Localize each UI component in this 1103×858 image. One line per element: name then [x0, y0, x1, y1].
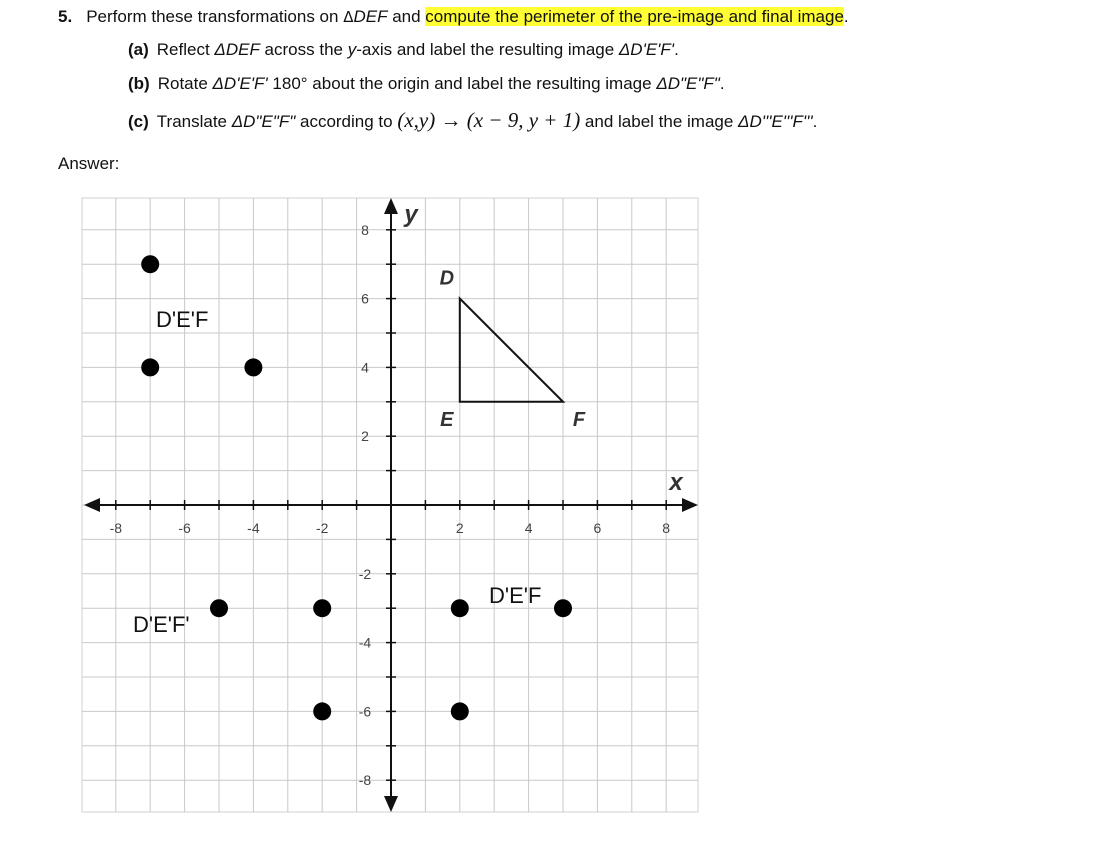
x-tick-label: 8 — [662, 520, 671, 536]
part-a-label: (a) — [128, 40, 149, 59]
vertex-label-f: F — [572, 408, 586, 431]
handwritten-label: D'E'F — [489, 583, 542, 608]
part-c-arrow: → — [435, 108, 467, 132]
problem-number: 5. — [58, 7, 73, 26]
part-b-triangle: ΔD'E'F' — [212, 74, 268, 93]
problem-period: . — [843, 7, 849, 26]
part-c-end: . — [812, 112, 818, 131]
x-axis-label: x — [669, 469, 683, 496]
x-tick-label: 6 — [593, 520, 602, 536]
part-c-triangle: ΔD"E"F" — [231, 112, 296, 131]
part-a-result: ΔD'E'F' — [618, 40, 675, 59]
part-a-text2: across the — [259, 40, 348, 59]
part-c-label: (c) — [128, 112, 149, 131]
triangle-symbol: Δ — [343, 8, 354, 26]
y-tick-label: 4 — [361, 359, 369, 376]
triangle-name: DEF — [353, 7, 388, 26]
part-a-text3: -axis and label the resulting image — [356, 40, 619, 59]
part-c-rule-input: (x,y) — [397, 108, 436, 132]
part-b-text: Rotate — [157, 74, 213, 93]
part-c-rule-output: (x − 9, y + 1) — [466, 108, 581, 132]
plotted-point — [141, 255, 159, 273]
part-a-text: Reflect — [156, 40, 215, 59]
handwritten-label: D'E'F' — [133, 612, 190, 637]
part-c-text2: according to — [295, 112, 398, 131]
x-tick-label: -6 — [178, 520, 191, 536]
problem-intro: Perform these transformations on — [86, 7, 344, 26]
part-c-result: ΔD'''E'''F''' — [738, 112, 813, 131]
plotted-point — [210, 599, 228, 617]
y-tick-label: 6 — [361, 290, 369, 307]
answer-label: Answer: — [58, 154, 120, 173]
plotted-point — [313, 599, 331, 617]
x-tick-label: -4 — [247, 520, 260, 536]
vertex-label-d: D — [439, 267, 455, 290]
y-tick-label: 2 — [361, 428, 369, 445]
vertex-label-e: E — [440, 408, 454, 431]
plotted-point — [244, 358, 262, 376]
plotted-point — [313, 702, 331, 720]
y-tick-label: -6 — [358, 703, 372, 720]
plotted-point — [451, 702, 469, 720]
part-b-text2: 180° about the origin and label the resulting image — [267, 74, 657, 93]
part-a-end: . — [674, 40, 679, 59]
y-tick-label: 8 — [361, 221, 369, 238]
plotted-point — [141, 358, 159, 376]
problem-and: and — [387, 7, 426, 26]
handwritten-label: D'E'F — [156, 307, 209, 332]
y-tick-label: -4 — [358, 634, 372, 651]
y-axis-label: y — [404, 201, 418, 228]
part-a-variable: y — [347, 40, 357, 59]
plotted-point — [451, 599, 469, 617]
x-tick-label: -8 — [109, 520, 123, 536]
part-c-text: Translate — [156, 112, 232, 131]
part-a-triangle: ΔDEF — [214, 40, 260, 59]
y-tick-label: -2 — [358, 565, 372, 582]
highlighted-instruction: compute the perimeter of the pre-image and final image — [425, 7, 844, 26]
x-tick-label: -2 — [315, 520, 329, 536]
x-tick-label: 2 — [455, 520, 464, 536]
y-tick-label: -8 — [358, 772, 372, 789]
part-b-result: ΔD"E"F" — [656, 74, 720, 93]
part-b-label: (b) — [128, 74, 150, 93]
part-c-text3: and label the image — [580, 112, 739, 131]
plotted-point — [554, 599, 572, 617]
part-b-end: . — [719, 74, 725, 93]
x-tick-label: 4 — [524, 520, 533, 536]
